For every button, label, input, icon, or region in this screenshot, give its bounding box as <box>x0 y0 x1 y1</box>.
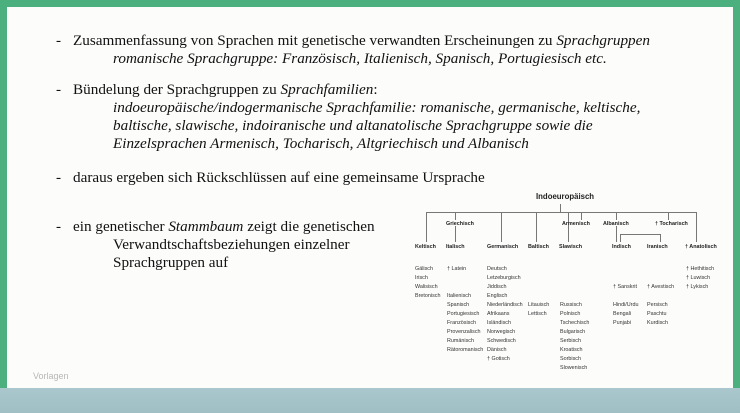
bullet-2-text: Bündelung der Sprachgruppen zu <box>73 81 281 98</box>
tree-item: Norwegisch <box>487 329 516 335</box>
tree-item: Jiddisch <box>487 284 507 290</box>
tree-item: Walisisch <box>415 284 438 290</box>
tree-item: Letzeburgisch <box>487 275 521 281</box>
tree-item: Rumänisch <box>447 338 474 344</box>
tree-baltisch: Baltisch <box>528 244 549 250</box>
bullet-2-line-3: baltische, slawische, indoiranische und altanatolische Sprachgruppe sowie die <box>113 117 593 134</box>
bullet-4-text-end: zeigt die genetischen <box>243 218 375 235</box>
tree-armenisch: Armenisch <box>562 221 590 227</box>
tree-italisch: Italisch <box>446 244 465 250</box>
tree-link-albanisch <box>616 212 617 220</box>
tree-item: Kurdisch <box>647 320 668 326</box>
tree-bar-indoiran <box>620 234 660 235</box>
tree-item: Bulgarisch <box>560 329 586 335</box>
tree-item: Englisch <box>487 293 508 299</box>
tree-tocharisch: † Tocharisch <box>655 221 688 227</box>
tree-item: Irisch <box>415 275 428 281</box>
bullet-1-term: Sprachgruppen <box>556 32 650 49</box>
tree-albanisch: Albanisch <box>603 221 629 227</box>
bullet-4-line-1 <box>73 218 375 236</box>
bullet-dash-4: - <box>56 218 62 235</box>
tree-item: Provenzalisch <box>447 329 481 335</box>
tree-item: Spanisch <box>447 302 470 308</box>
tree-germanisch: Germanisch <box>487 244 519 250</box>
tree-item: † Lykisch <box>686 284 709 290</box>
tree-item: Schwedisch <box>487 338 516 344</box>
bullet-dash-1: - <box>56 32 62 49</box>
bottom-band <box>0 388 740 413</box>
tree-link-keltisch <box>426 212 427 242</box>
tree-root-stem <box>560 204 561 212</box>
bullet-2-line-2: indoeuropäische/indogermanische Sprachfamilie: romanische, germanische, keltische, <box>113 99 641 116</box>
bullet-2-line-1 <box>73 81 378 99</box>
bullet-2-line-4: Einzelsprachen Armenisch, Tocharisch, Altgriechisch und Albanisch <box>113 135 529 152</box>
tree-root: Indoeuropäisch <box>536 192 595 201</box>
tree-link-griechisch <box>455 212 456 220</box>
tree-link-baltisch <box>536 212 537 242</box>
tree-iranisch: Iranisch <box>647 244 668 250</box>
family-tree-diagram <box>398 192 726 380</box>
tree-item: Bretonisch <box>415 293 441 299</box>
bullet-3-line-1: daraus ergeben sich Rückschlüssen auf eine gemeinsame Ursprache <box>73 169 485 186</box>
tree-link-slawisch <box>568 212 569 242</box>
tree-link-indisch <box>620 234 621 242</box>
tree-item: Gälisch <box>415 266 433 272</box>
tree-link-anatolisch <box>696 212 697 242</box>
bullet-4-term: Stammbaum <box>168 218 244 235</box>
tree-item: Niederländisch <box>487 302 523 308</box>
tree-item: † Luwisch <box>686 275 710 281</box>
tree-item: Paschtu <box>647 311 667 317</box>
tree-link-indoiran <box>616 226 617 242</box>
tree-item: Portugiesisch <box>447 311 480 317</box>
tree-item: Kroatisch <box>560 347 583 353</box>
tree-link-armenisch <box>581 212 582 220</box>
tree-item: † Hethitisch <box>686 266 715 272</box>
bullet-dash-2: - <box>56 81 62 98</box>
tree-link-tocharisch <box>668 212 669 220</box>
tree-item: Rätoromanisch <box>447 347 484 353</box>
bullet-1-line-1 <box>73 32 650 50</box>
tree-item: Sorbisch <box>560 356 581 362</box>
tree-item: † Sanskrit <box>613 284 637 290</box>
tree-item: † Gotisch <box>487 356 510 362</box>
tree-item: Litauisch <box>528 302 550 308</box>
tree-keltisch: Keltisch <box>415 244 436 250</box>
tree-griechisch: Griechisch <box>446 221 474 227</box>
tree-slawisch: Slawisch <box>559 244 583 250</box>
bullet-2-colon: : <box>373 81 378 98</box>
tree-link-germanisch <box>501 212 502 242</box>
bullet-1-text: Zusammenfassung von Sprachen mit genetische verwandten Erscheinungen zu <box>73 32 557 49</box>
bullet-4-text: ein genetischer <box>73 218 169 235</box>
tree-item: Bengali <box>613 311 631 317</box>
tree-item: Russisch <box>560 302 582 308</box>
tree-item: Isländisch <box>487 320 511 326</box>
tree-link-italisch <box>455 226 456 242</box>
tree-item: Französisch <box>447 320 477 326</box>
tree-item: Slowenisch <box>560 365 588 371</box>
footer-label: Vorlagen <box>33 371 69 381</box>
bullet-1-line-2: romanische Sprachgruppe: Französisch, Italienisch, Spanisch, Portugiesisch etc. <box>113 50 607 67</box>
tree-top-bar <box>426 212 696 213</box>
tree-link-iranisch <box>660 234 661 242</box>
tree-item: Afrikaans <box>487 311 510 317</box>
tree-item: Serbisch <box>560 338 581 344</box>
tree-item: Tschechisch <box>560 320 590 326</box>
tree-item: Hindi/Urdu <box>613 302 639 308</box>
bullet-dash-3: - <box>56 169 62 186</box>
tree-item: † Avestisch <box>647 284 675 290</box>
bullet-2-term: Sprachfamilien <box>280 81 374 98</box>
tree-item: Italienisch <box>447 293 471 299</box>
tree-item: † Latein <box>447 266 467 272</box>
tree-item: Dänisch <box>487 347 507 353</box>
tree-item: Lettisch <box>528 311 547 317</box>
tree-item: Polnisch <box>560 311 581 317</box>
bullet-4-line-3: Sprachgruppen auf <box>113 254 229 271</box>
tree-anatolisch: † Anatolisch <box>685 244 717 250</box>
tree-item: Punjabi <box>613 320 631 326</box>
bullet-4-line-2: Verwandtschaftsbeziehungen einzelner <box>113 236 350 253</box>
tree-item: Deutsch <box>487 266 507 272</box>
tree-indisch: Indisch <box>612 244 631 250</box>
tree-item: Persisch <box>647 302 668 308</box>
